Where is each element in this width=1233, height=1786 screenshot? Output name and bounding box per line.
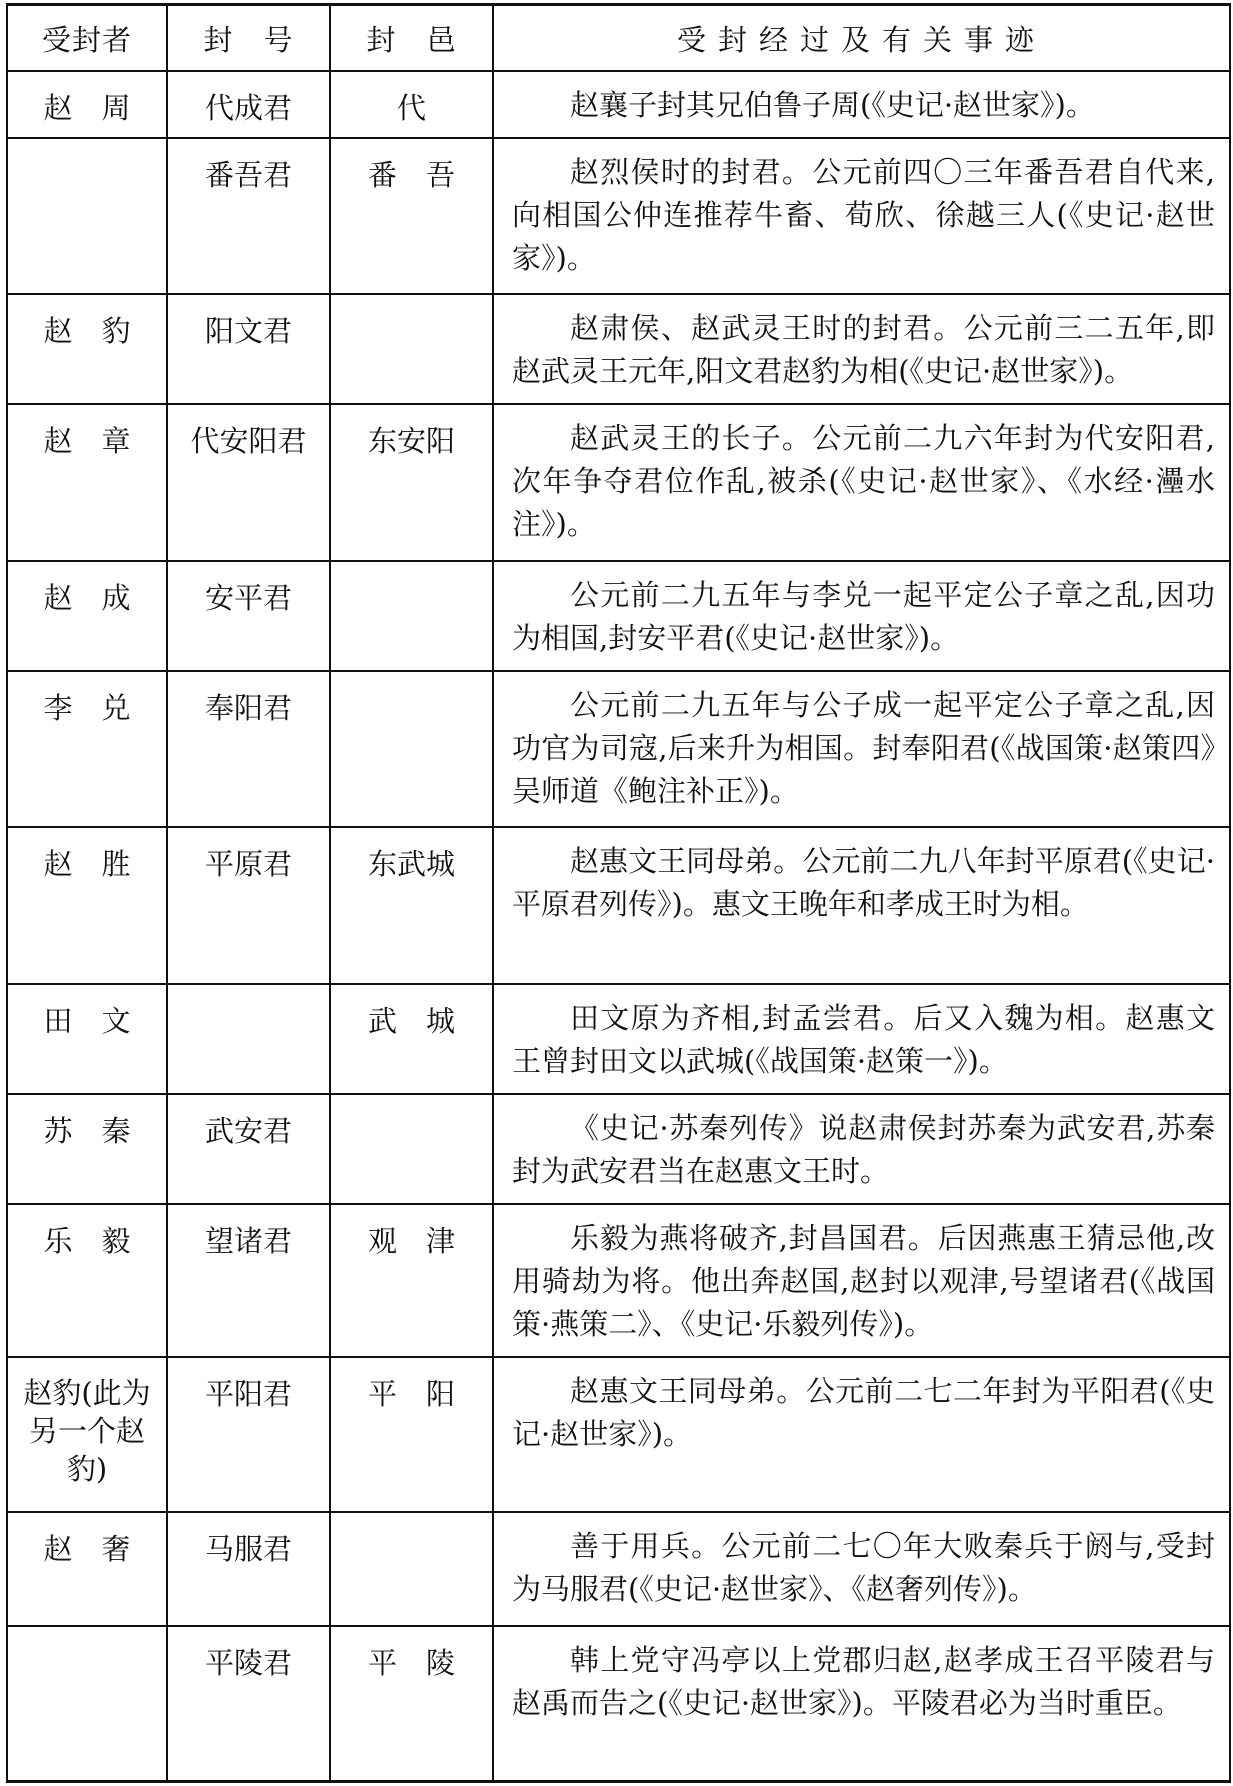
title-cell: 武安君 [167,1094,330,1204]
fief-cell [330,561,493,671]
events-cell: 赵肃侯、赵武灵王时的封君。公元前三二五年,即赵武灵王元年,阳文君赵豹为相(《史记·赵世家》)。 [493,294,1230,404]
events-cell: 乐毅为燕将破齐,封昌国君。后因燕惠王猜忌他,改用骑劫为将。他出奔赵国,赵封以观津,号望诸君(《战国策·燕策二》、《史记·乐毅列传》)。 [493,1204,1230,1357]
fief-cell [330,1512,493,1626]
title-cell: 望诸君 [167,1204,330,1357]
title-cell: 阳文君 [167,294,330,404]
title-cell: 平阳君 [167,1357,330,1512]
events-cell: 公元前二九五年与李兑一起平定公子章之乱,因功为相国,封安平君(《史记·赵世家》)。 [493,561,1230,671]
events-cell: 善于用兵。公元前二七〇年大败秦兵于阏与,受封为马服君(《史记·赵世家》、《赵奢列传》)。 [493,1512,1230,1626]
table-row [7,1204,1230,1357]
fief-cell: 东安阳 [330,404,493,561]
fief-cell: 代 [330,71,493,138]
recipient-cell [7,138,167,294]
table-row [7,1512,1230,1626]
header-fief: 封 邑 [330,5,493,72]
recipient-cell: 苏 秦 [7,1094,167,1204]
title-cell: 番吾君 [167,138,330,294]
recipient-cell: 赵 章 [7,404,167,561]
table-row [7,1094,1230,1204]
events-cell: 韩上党守冯亭以上党郡归赵,赵孝成王召平陵君与赵禹而告之(《史记·赵世家》)。平陵君必为当时重臣。 [493,1626,1230,1781]
table-row [7,294,1230,404]
recipient-cell: 赵 奢 [7,1512,167,1626]
fief-cell [330,1094,493,1204]
title-cell: 奉阳君 [167,671,330,827]
recipient-cell: 赵 胜 [7,827,167,984]
title-cell: 平原君 [167,827,330,984]
events-cell: 赵武灵王的长子。公元前二九六年封为代安阳君,次年争夺君位作乱,被杀(《史记·赵世家》、《水经·灅水注》)。 [493,404,1230,561]
header-title: 封 号 [167,5,330,72]
recipient-cell: 乐 毅 [7,1204,167,1357]
table-row [7,827,1230,984]
title-cell: 代安阳君 [167,404,330,561]
fief-cell: 武 城 [330,984,493,1094]
fief-cell [330,671,493,827]
header-events: 受封经过及有关事迹 [493,5,1230,72]
fief-cell: 平 陵 [330,1626,493,1781]
table-row [7,1357,1230,1512]
table-row [7,404,1230,561]
title-cell: 马服君 [167,1512,330,1626]
events-cell: 赵惠文王同母弟。公元前二七二年封为平阳君(《史记·赵世家》)。 [493,1357,1230,1512]
events-cell: 公元前二九五年与公子成一起平定公子章之乱,因功官为司寇,后来升为相国。封奉阳君(《战国策·赵策四》吴师道《鲍注补正》)。 [493,671,1230,827]
table-header-row [7,5,1230,72]
recipient-cell [7,1626,167,1781]
title-cell: 代成君 [167,71,330,138]
fief-cell: 观 津 [330,1204,493,1357]
recipient-cell: 赵 豹 [7,294,167,404]
table-row [7,71,1230,138]
table-row [7,1626,1230,1781]
recipient-cell: 赵 成 [7,561,167,671]
fief-cell: 平 阳 [330,1357,493,1512]
table-row [7,671,1230,827]
table-row [7,984,1230,1094]
fief-cell: 东武城 [330,827,493,984]
recipient-cell: 赵豹(此为另一个赵豹) [7,1357,167,1512]
events-cell: 赵惠文王同母弟。公元前二九八年封平原君(《史记·平原君列传》)。惠文王晚年和孝成王时为相。 [493,827,1230,984]
recipient-cell: 赵 周 [7,71,167,138]
fief-cell [330,294,493,404]
events-cell: 赵襄子封其兄伯鲁子周(《史记·赵世家》)。 [493,71,1230,138]
header-recipient: 受封者 [7,5,167,72]
title-cell: 安平君 [167,561,330,671]
enfeoffment-table [6,3,1231,1783]
title-cell: 平陵君 [167,1626,330,1781]
title-cell [167,984,330,1094]
events-cell: 田文原为齐相,封孟尝君。后又入魏为相。赵惠文王曾封田文以武城(《战国策·赵策一》)。 [493,984,1230,1094]
fief-cell: 番 吾 [330,138,493,294]
recipient-cell: 李 兑 [7,671,167,827]
events-cell: 赵烈侯时的封君。公元前四〇三年番吾君自代来,向相国公仲连推荐牛畜、荀欣、徐越三人(《史记·赵世家》)。 [493,138,1230,294]
table-row [7,561,1230,671]
events-cell: 《史记·苏秦列传》说赵肃侯封苏秦为武安君,苏秦封为武安君当在赵惠文王时。 [493,1094,1230,1204]
recipient-cell: 田 文 [7,984,167,1094]
table-row [7,138,1230,294]
